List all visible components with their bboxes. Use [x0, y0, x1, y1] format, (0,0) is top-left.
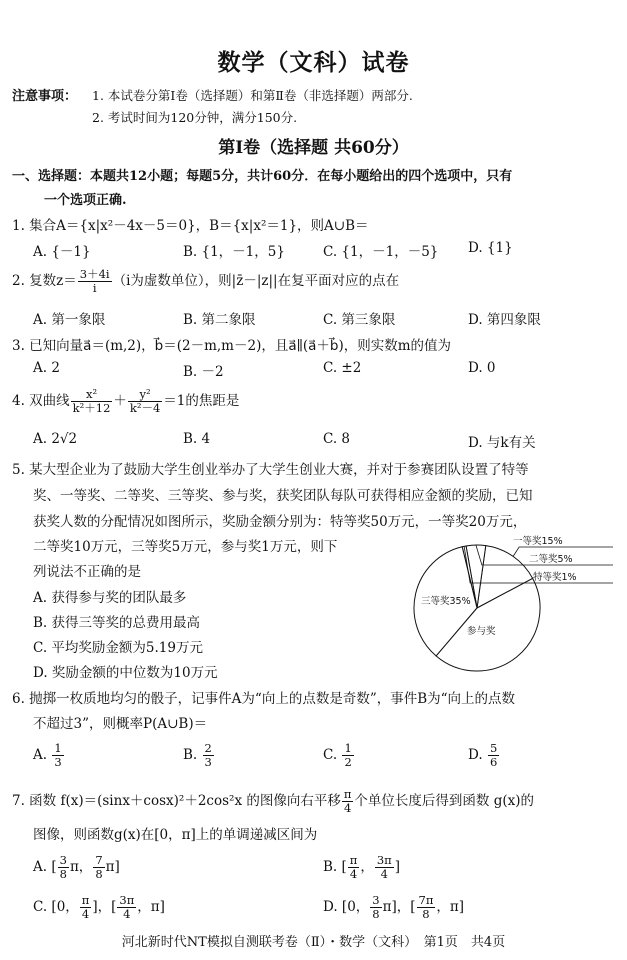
question-3-option-c: C. ±2 [323, 360, 362, 376]
question-5-line-2: 奖、一等奖、二等奖、三等奖、参与奖，获奖团队每队可获得相应金额的奖励，已知 [33, 488, 533, 504]
question-4-option-c: C. 8 [323, 431, 351, 447]
question-2-option-b: B. 第二象限 [183, 312, 256, 328]
fraction-numerator: y² [128, 388, 162, 402]
fraction-denominator: 8 [95, 867, 103, 881]
fraction-denominator: 4 [123, 907, 131, 921]
question-6-option-a [33, 742, 65, 769]
fraction-denominator: k²－4 [129, 401, 161, 415]
fraction-numerator: 2 [204, 741, 212, 755]
fraction-numerator: π [81, 893, 90, 907]
fraction-numerator: 3π [376, 853, 392, 867]
option-fraction [488, 742, 499, 769]
question-4-fraction-x [71, 388, 113, 415]
option-fraction-1 [370, 894, 381, 921]
option-fraction-2 [93, 854, 104, 881]
option-end: ] [394, 859, 400, 875]
pie-label-0: 一等奖15% [513, 536, 563, 547]
question-4-option-b: B. 4 [183, 431, 211, 447]
question-7-pre: 7. 函数 f(x)＝(sinx＋cosx)²＋2cos²x 的图像向右平移 [12, 793, 341, 809]
question-4-pre: 4. 双曲线 [12, 393, 70, 409]
fraction-numerator: 7 [95, 853, 103, 867]
pie-label-3: 三等奖35% [421, 596, 471, 607]
question-4-stem [12, 388, 239, 415]
fraction-numerator: x² [71, 388, 113, 402]
option-fraction-2 [417, 894, 436, 921]
instructions-line-1: 一、选择题：本题共12小题；每题5分，共计60分．在每小题给出的四个选项中，只有 [12, 169, 513, 184]
pie-label-4: 参与奖 [467, 626, 496, 637]
option-mid: π]，[ [382, 899, 416, 915]
fraction-denominator: 3 [204, 755, 212, 769]
question-6-line-2: 不超过3”，则概率P(A∪B)＝ [33, 716, 208, 732]
question-3-stem: 3. 已知向量a⃗＝(m,2)，b⃗＝(2－m,m－2)，且a⃗∥(a⃗＋b⃗)，则实数m的值为 [12, 338, 452, 354]
option-fraction [203, 742, 214, 769]
question-7-option-b [323, 854, 400, 881]
fraction-numerator: 3 [372, 893, 380, 907]
pie-label-2: 特等奖1% [533, 572, 577, 583]
question-4-fraction-y [128, 388, 162, 415]
option-end: π] [105, 859, 120, 875]
question-2-pre: 2. 复数z＝ [12, 273, 77, 289]
option-fraction-1 [80, 894, 92, 921]
question-6-option-d [468, 742, 500, 769]
award-pie-chart [395, 530, 617, 680]
question-5-option-d: D. 奖励金额的中位数为10万元 [33, 665, 218, 681]
question-2-stem [12, 268, 399, 295]
fraction-denominator: 6 [489, 755, 498, 769]
question-7-option-a [33, 854, 120, 881]
fraction-denominator: 4 [343, 801, 352, 815]
option-label: C. [0， [33, 899, 79, 915]
question-1-option-a: A. {－1} [33, 244, 91, 260]
question-1-option-b: B. {1，－1，5} [183, 244, 285, 260]
question-2-option-c: C. 第三象限 [323, 312, 396, 328]
fraction-denominator: 4 [349, 867, 358, 881]
question-6-option-b [183, 742, 215, 769]
pie-label-1: 二等奖5% [529, 554, 573, 565]
option-mid: ]，[ [92, 899, 117, 915]
question-7-fraction [342, 788, 354, 815]
fraction-denominator: 3 [54, 755, 62, 769]
option-label: B. [ [323, 859, 347, 875]
fraction-numerator: 7π [418, 893, 434, 907]
notes-label: 注意事项： [12, 89, 78, 104]
fraction-denominator: k²＋12 [72, 401, 111, 415]
question-7-line-1 [12, 788, 534, 815]
fraction-numerator: 3 [59, 853, 67, 867]
option-fraction-2 [117, 894, 136, 921]
note-item-2: 2. 考试时间为120分钟，满分150分. [92, 110, 298, 125]
question-5-line-4: 二等奖10万元，三等奖5万元，参与奖1万元，则下 [33, 539, 338, 555]
option-fraction-1 [348, 854, 360, 881]
option-label: B. [183, 747, 198, 763]
option-label: A. [ [33, 859, 57, 875]
fraction-numerator: π [349, 853, 358, 867]
question-3-option-a: A. 2 [33, 360, 60, 376]
option-fraction [52, 742, 63, 769]
section-heading: 第Ⅰ卷（选择题 共60分） [218, 138, 409, 158]
question-5-line-5: 列说法不正确的是 [33, 564, 141, 580]
question-6-option-c [323, 742, 355, 769]
question-2-fraction [78, 268, 112, 295]
fraction-denominator: 8 [372, 907, 380, 921]
question-2-option-d: D. 第四象限 [468, 312, 541, 328]
plus-sign: ＋ [113, 393, 127, 409]
fraction-denominator: 8 [59, 867, 67, 881]
fraction-denominator: 4 [81, 907, 90, 921]
fraction-denominator: 8 [422, 907, 430, 921]
question-2-post: （i为虚数单位），则|z̄－|z||在复平面对应的点在 [112, 273, 400, 289]
option-label: C. [323, 747, 338, 763]
question-5-line-1: 5. 某大型企业为了鼓励大学生创业举办了大学生创业大赛，并对于参赛团队设置了特等 [12, 462, 529, 478]
fraction-numerator: 5 [489, 741, 498, 755]
fraction-numerator: 3π [119, 893, 135, 907]
question-5-line-3: 获奖人数的分配情况如图所示，奖励金额分别为：特等奖50万元，一等奖20万元， [33, 514, 527, 530]
question-7-line-2: 图像，则函数g(x)在[0，π]上的单调递减区间为 [33, 827, 318, 843]
fraction-numerator: 1 [344, 741, 352, 755]
question-1-stem: 1. 集合A＝{x|x²－4x－5＝0}，B＝{x|x²＝1}，则A∪B＝ [12, 218, 369, 234]
question-5-option-a: A. 获得参与奖的团队最多 [33, 590, 187, 606]
option-fraction [342, 742, 353, 769]
option-end: ，π] [436, 899, 465, 915]
fraction-numerator: π [343, 787, 352, 801]
question-5-option-c: C. 平均奖励金额为5.19万元 [33, 640, 203, 656]
question-6-line-1: 6. 抛掷一枚质地均匀的骰子，记事件A为“向上的点数是奇数”，事件B为“向上的点数 [12, 691, 516, 707]
question-3-option-d: D. 0 [468, 360, 496, 376]
fraction-denominator: 2 [344, 755, 352, 769]
question-3-option-b: B. －2 [183, 364, 224, 380]
option-mid: ， [360, 859, 374, 875]
question-7-option-d [323, 894, 464, 921]
option-mid: π， [69, 859, 93, 875]
page-footer: 河北新时代NT模拟自测联考卷（Ⅱ）・数学（文科） 第1页 共4页 [121, 935, 506, 950]
note-item-1: 1. 本试卷分第Ⅰ卷（选择题）和第Ⅱ卷（非选择题）两部分. [92, 88, 413, 103]
option-label: D. [0， [323, 899, 370, 915]
question-2-option-a: A. 第一象限 [33, 312, 106, 328]
exam-title: 数学（文科）试卷 [217, 49, 410, 76]
option-label: A. [33, 747, 48, 763]
question-7-option-c [33, 894, 165, 921]
fraction-numerator: 1 [54, 741, 62, 755]
question-7-post: 个单位长度后得到函数 g(x)的 [354, 793, 535, 809]
question-4-option-a: A. 2√2 [33, 431, 78, 447]
question-1-option-c: C. {1，－1，－5} [323, 244, 439, 260]
question-4-post: ＝1的焦距是 [163, 393, 240, 409]
instructions-line-2: 一个选项正确. [44, 193, 127, 208]
question-4-option-d: D. 与k有关 [468, 435, 536, 451]
fraction-numerator: 3＋4i [79, 267, 110, 281]
fraction-denominator: 4 [380, 867, 388, 881]
question-5-option-b: B. 获得三等奖的总费用最高 [33, 615, 201, 631]
option-end: ，π] [137, 899, 165, 915]
option-fraction-2 [375, 854, 394, 881]
option-label: D. [468, 747, 483, 763]
question-1-option-d: D. {1} [468, 240, 513, 256]
fraction-denominator: i [92, 281, 97, 295]
option-fraction-1 [58, 854, 69, 881]
